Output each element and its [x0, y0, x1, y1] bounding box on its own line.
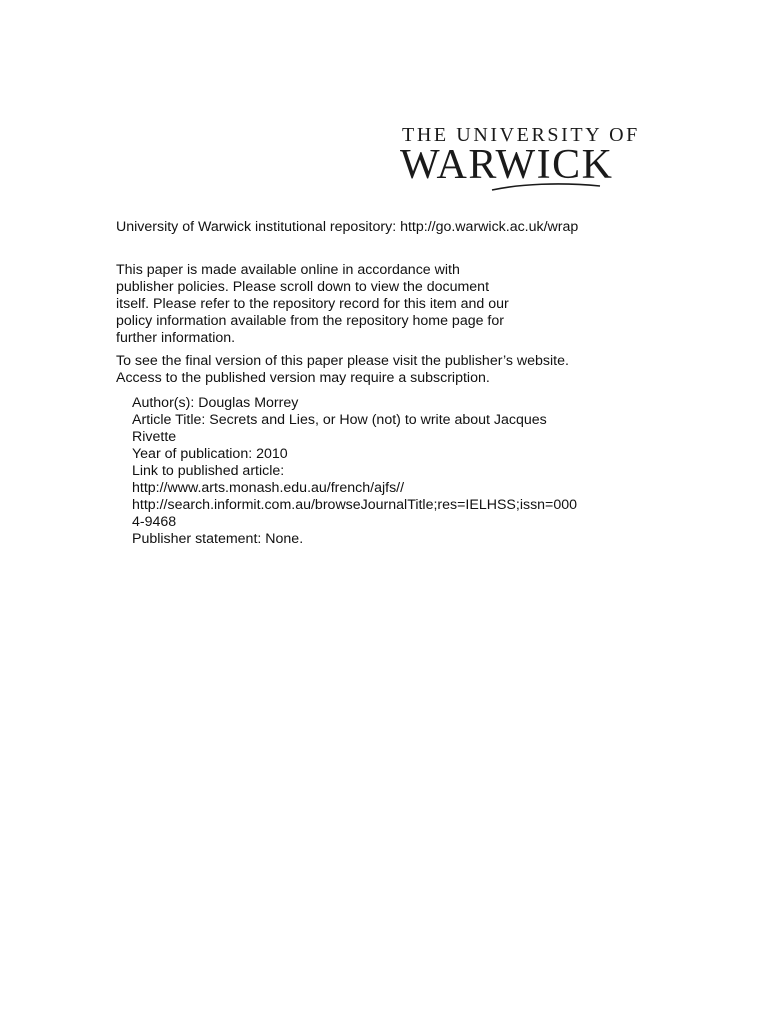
university-logo — [400, 124, 640, 196]
logo-warwick-text: WARWICK — [400, 142, 614, 188]
logo-university-text: THE UNIVERSITY OF — [402, 124, 640, 146]
article-metadata — [132, 395, 577, 548]
article-title-line: Article Title: Secrets and Lies, or How (not) to write about Jacques — [132, 412, 547, 428]
policy-line: This paper is made available online in accordance with — [116, 262, 460, 278]
visit-paragraph — [116, 353, 569, 387]
policy-line: further information. — [116, 330, 236, 346]
article-title-line-cont: Rivette — [132, 429, 177, 445]
link-label: Link to published article: — [132, 463, 285, 479]
link-url-2: http://search.informit.com.au/browseJournalTitle;res=IELHSS;issn=000 — [132, 497, 578, 513]
policy-paragraph — [116, 262, 509, 347]
policy-line: publisher policies. Please scroll down to view the document — [116, 279, 490, 295]
policy-line: policy information available from the repository home page for — [116, 313, 504, 329]
policy-line: itself. Please refer to the repository record for this item and our — [116, 296, 509, 312]
year-line: Year of publication: 2010 — [132, 446, 288, 462]
visit-line: Access to the published version may require a subscription. — [116, 370, 490, 386]
repository-line: University of Warwick institutional repository: http://go.warwick.ac.uk/wrap — [116, 219, 579, 235]
link-url-2-cont: 4-9468 — [132, 514, 177, 530]
logo-swash-icon — [400, 124, 630, 196]
link-url-1: http://www.arts.monash.edu.au/french/ajfs// — [132, 480, 405, 496]
visit-line: To see the final version of this paper please visit the publisher’s website. — [116, 353, 569, 369]
author-line: Author(s): Douglas Morrey — [132, 395, 299, 411]
publisher-statement: Publisher statement: None. — [132, 531, 304, 547]
